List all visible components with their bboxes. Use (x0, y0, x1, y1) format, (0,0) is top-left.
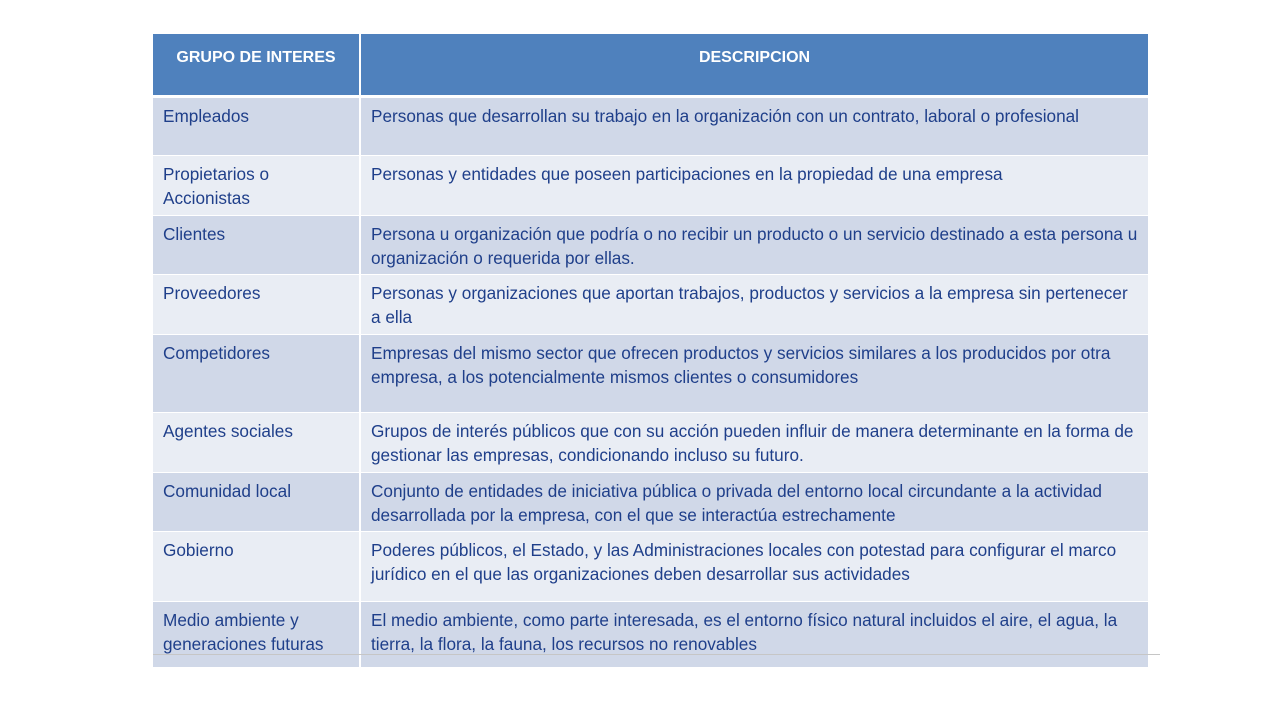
cell-description: Grupos de interés públicos que con su acción pueden influir de manera determinante en la forma de gestionar las empresas, condicionando incluso su futuro. (360, 413, 1148, 473)
cell-description: El medio ambiente, como parte interesada, es el entorno físico natural incluidos el aire, el agua, la tierra, la flora, la fauna, los recursos no renovables (360, 602, 1148, 668)
table-bottom-divider (153, 654, 1160, 655)
cell-group: Propietarios o Accionistas (153, 156, 360, 216)
table-row (153, 532, 1148, 602)
cell-description: Personas que desarrollan su trabajo en la organización con un contrato, laboral o profesional (360, 97, 1148, 156)
cell-description: Personas y organizaciones que aportan trabajos, productos y servicios a la empresa sin pertenecer a ella (360, 275, 1148, 335)
table-row (153, 216, 1148, 275)
cell-group: Proveedores (153, 275, 360, 335)
cell-group: Medio ambiente y generaciones futuras (153, 602, 360, 668)
cell-group: Empleados (153, 97, 360, 156)
cell-group: Agentes sociales (153, 413, 360, 473)
table-row (153, 156, 1148, 216)
stakeholder-table-container (153, 34, 1148, 668)
table-row (153, 473, 1148, 532)
cell-description: Personas y entidades que poseen participaciones en la propiedad de una empresa (360, 156, 1148, 216)
header-descripcion: DESCRIPCION (360, 34, 1148, 97)
cell-group: Comunidad local (153, 473, 360, 532)
cell-group: Competidores (153, 335, 360, 413)
table-row (153, 602, 1148, 668)
stakeholder-table (153, 34, 1148, 668)
cell-description: Poderes públicos, el Estado, y las Administraciones locales con potestad para configurar el marco jurídico en el que las organizaciones deben desarrollar sus actividades (360, 532, 1148, 602)
table-body (153, 97, 1148, 668)
cell-description: Empresas del mismo sector que ofrecen productos y servicios similares a los producidos por otra empresa, a los potencialmente mismos clientes o consumidores (360, 335, 1148, 413)
table-row (153, 275, 1148, 335)
table-header (153, 34, 1148, 97)
table-row (153, 413, 1148, 473)
table-row (153, 97, 1148, 156)
cell-group: Clientes (153, 216, 360, 275)
header-row (153, 34, 1148, 97)
cell-description: Conjunto de entidades de iniciativa pública o privada del entorno local circundante a la actividad desarrollada por la empresa, con el que se interactúa estrechamente (360, 473, 1148, 532)
cell-group: Gobierno (153, 532, 360, 602)
table-row (153, 335, 1148, 413)
header-grupo-de-interes: GRUPO DE INTERES (153, 34, 360, 97)
cell-description: Persona u organización que podría o no recibir un producto o un servicio destinado a esta persona u organización o requerida por ellas. (360, 216, 1148, 275)
